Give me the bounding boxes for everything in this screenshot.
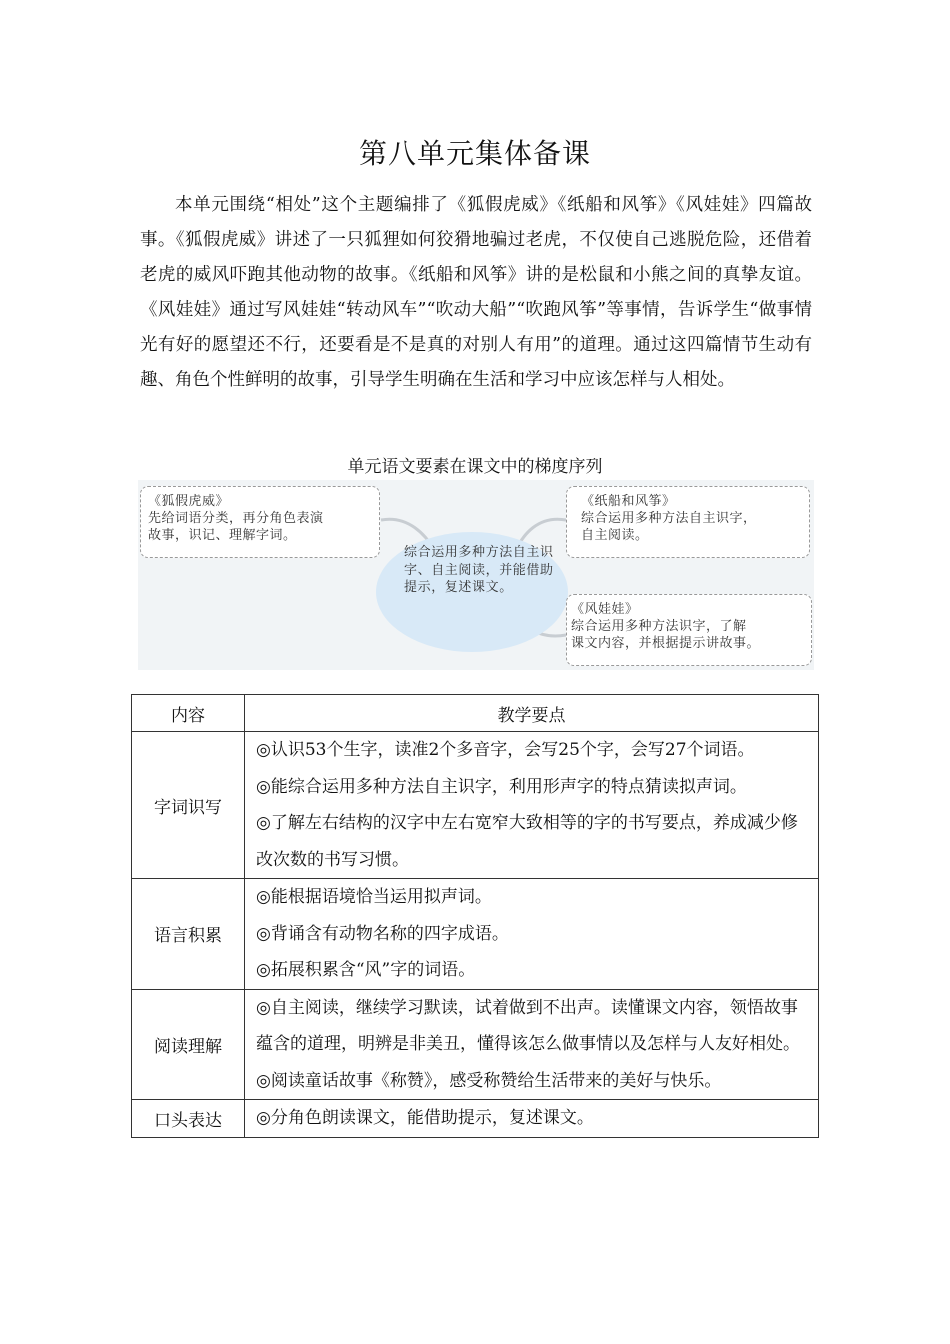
row-label: 口头表达 [132,1100,245,1138]
lesson-box-line: 自主阅读。 [581,528,649,543]
row-points [245,989,819,1100]
teaching-points-table [131,694,819,1138]
lesson-box-title: 《纸船和风筝》 [581,494,676,509]
center-goal-text: 综合运用多种方法自主识字、自主阅读，并能借助提示，复述课文。 [404,545,554,595]
row-points [245,732,819,879]
lesson-box-line: 综合运用多种方法自主识字， [581,511,757,526]
point-item: ◎认识53个生字，读准2个多音字，会写25个字，会写27个词语。 [256,740,755,760]
header-content: 内容 [132,695,245,732]
row-label: 阅读理解 [132,989,245,1100]
lesson-box-line: 综合运用多种方法识字，了解 [571,619,747,634]
row-label: 语言积累 [132,879,245,990]
lesson-box-line: 课文内容，并根据提示讲故事。 [571,636,761,651]
lesson-box-title: 《风娃娃》 [571,602,639,617]
point-item: ◎能根据语境恰当运用拟声词。 [256,887,492,907]
row-points [245,879,819,990]
lesson-box-fengwawa [566,594,812,666]
diagram-title: 单元语文要素在课文中的梯度序列 [347,457,603,477]
lesson-box-zhichuanhefengzheng [566,486,810,558]
header-points: 教学要点 [245,695,819,732]
row-label: 字词识写 [132,732,245,879]
intro-paragraph: 本单元围绕“相处”这个主题编排了《狐假虎威》《纸船和风筝》《风娃娃》四篇故事。《狐假虎威》讲述了一只狐狸如何狡猾地骗过老虎，不仅使自己逃脱危险，还借着老虎的威风吓跑其他动物的故事。《纸船和风筝》讲的是松鼠和小熊之间的真挚友谊。《风娃娃》通过写风娃娃“转动风车”“吹动大船”“吹跑风筝”等事情，告诉学生“做事情光有好的愿望还不行，还要看是不是真的对别人有用”的道理。通过这四篇情节生动有趣、角色个性鲜明的故事，引导学生明确在生活和学习中应该怎样与人相处。 [140,195,812,390]
lesson-box-line: 故事，识记、理解字词。 [148,528,297,543]
table-header-row [132,695,819,732]
point-item: ◎自主阅读，继续学习默读，试着做到不出声。读懂课文内容，领悟故事蕴含的道理，明辨是非美丑，懂得该怎么做事情以及怎样与人友好相处。 [256,997,800,1054]
point-item: ◎了解左右结构的汉字中左右宽窄大致相等的字的书写要点，养成减少修改次数的书写习惯。 [256,813,798,870]
point-item: ◎背诵含有动物名称的四字成语。 [256,923,509,944]
point-item: ◎拓展积累含“风”字的词语。 [256,960,476,980]
mind-map-diagram [138,480,814,670]
table-row [132,732,819,879]
point-item: ◎分角色朗读课文，能借助提示，复述课文。 [256,1108,594,1128]
table-row [132,879,819,990]
lesson-box-hujiahuwei [140,486,380,558]
lesson-box-line: 先给词语分类，再分角色表演 [148,511,324,526]
point-item: ◎阅读童话故事《称赞》，感受称赞给生活带来的美好与快乐。 [256,1070,722,1091]
lesson-box-title: 《狐假虎威》 [148,494,230,509]
table-row [132,1100,819,1138]
point-item: ◎能综合运用多种方法自主识字，利用形声字的特点猜读拟声词。 [256,776,747,797]
row-points [245,1100,819,1138]
page-title: 第八单元集体备课 [358,137,591,170]
table-row [132,989,819,1100]
